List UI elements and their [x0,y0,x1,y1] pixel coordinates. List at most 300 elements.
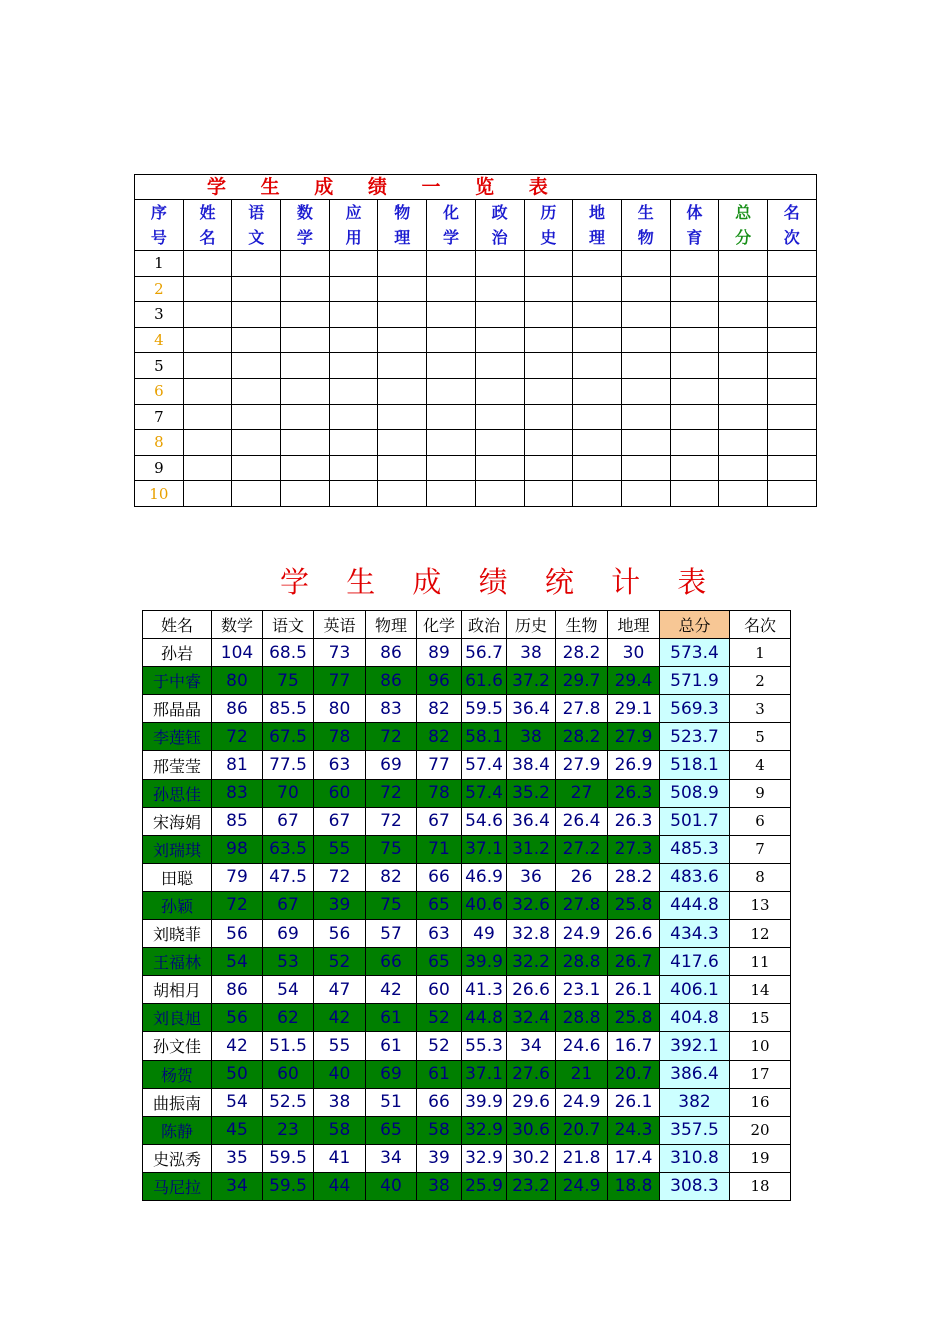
header-char: 理 [589,228,606,247]
empty-cell [719,327,768,353]
empty-cell [281,327,330,353]
header-char: 序 [150,203,167,222]
subject-score: 61 [366,1004,417,1032]
subject-score: 28.8 [556,1004,608,1032]
table1-header-cell [475,200,524,251]
empty-cell [573,251,622,277]
row-number: 4 [135,327,184,353]
table-row [143,723,791,751]
table2-header-cell: 地理 [608,611,660,639]
empty-cell [670,327,719,353]
subject-score: 24.3 [608,1116,660,1144]
subject-score: 69 [263,920,314,948]
table-row [143,1060,791,1088]
rank: 10 [730,1032,791,1060]
student-name: 刘良旭 [143,1004,212,1032]
subject-score: 75 [263,667,314,695]
table1-header-cell [427,200,476,251]
subject-score: 72 [212,723,263,751]
subject-score: 37.1 [462,835,507,863]
empty-cell [183,455,232,481]
table-row [135,455,817,481]
empty-cell [621,481,670,507]
subject-score: 26.9 [608,751,660,779]
subject-score: 38.4 [507,751,556,779]
empty-cell [767,404,816,430]
rank: 7 [730,835,791,863]
total-score: 483.6 [660,863,730,891]
subject-score: 47 [314,976,366,1004]
table2-header-cell: 名次 [730,611,791,639]
empty-cell [281,404,330,430]
subject-score: 27.9 [608,723,660,751]
subject-score: 68.5 [263,639,314,667]
rank: 13 [730,891,791,919]
table-row [143,807,791,835]
empty-cell [573,481,622,507]
empty-cell [621,353,670,379]
table2-header-cell: 英语 [314,611,366,639]
subject-score: 72 [366,779,417,807]
empty-cell [475,302,524,328]
empty-cell [670,353,719,379]
empty-cell [232,302,281,328]
table1-header-cell [329,200,378,251]
empty-cell [281,481,330,507]
header-char: 物 [637,228,654,247]
empty-cell [621,455,670,481]
empty-cell [621,276,670,302]
total-score: 508.9 [660,779,730,807]
total-score: 569.3 [660,695,730,723]
empty-cell [719,378,768,404]
subject-score: 18.8 [608,1172,660,1200]
subject-score: 40 [366,1172,417,1200]
empty-cell [573,455,622,481]
subject-score: 67 [263,891,314,919]
subject-score: 81 [212,751,263,779]
empty-cell [719,276,768,302]
header-char: 分 [735,228,752,247]
empty-cell [427,353,476,379]
subject-score: 61 [366,1032,417,1060]
subject-score: 28.8 [556,948,608,976]
subject-score: 79 [212,863,263,891]
subject-score: 25.8 [608,891,660,919]
subject-score: 17.4 [608,1144,660,1172]
subject-score: 30.2 [507,1144,556,1172]
rank: 20 [730,1116,791,1144]
subject-score: 69 [366,1060,417,1088]
header-char: 文 [248,228,265,247]
total-score: 417.6 [660,948,730,976]
subject-score: 52 [417,1004,462,1032]
row-number: 6 [135,378,184,404]
subject-score: 52 [314,948,366,976]
subject-score: 34 [212,1172,263,1200]
header-char: 次 [783,228,800,247]
empty-cell [329,455,378,481]
table1-header-cell [232,200,281,251]
student-name: 陈静 [143,1116,212,1144]
empty-cell [719,251,768,277]
empty-cell [475,353,524,379]
subject-score: 36.4 [507,695,556,723]
subject-score: 49 [462,920,507,948]
total-score: 308.3 [660,1172,730,1200]
subject-score: 29.4 [608,667,660,695]
empty-cell [524,455,573,481]
subject-score: 75 [366,835,417,863]
subject-score: 26.3 [608,779,660,807]
table2-header-cell: 姓名 [143,611,212,639]
rank: 19 [730,1144,791,1172]
empty-cell [475,455,524,481]
header-char: 地 [589,203,606,222]
subject-score: 39.9 [462,948,507,976]
student-name: 李莲钰 [143,723,212,751]
empty-cell [621,327,670,353]
rank: 8 [730,863,791,891]
subject-score: 24.9 [556,920,608,948]
rank: 1 [730,639,791,667]
empty-cell [573,404,622,430]
subject-score: 66 [417,1088,462,1116]
subject-score: 54 [212,948,263,976]
table-row [143,1088,791,1116]
subject-score: 60 [314,779,366,807]
empty-cell [183,302,232,328]
subject-score: 51.5 [263,1032,314,1060]
table-row [143,891,791,919]
header-char: 名 [199,228,216,247]
student-name: 邢莹莹 [143,751,212,779]
header-char: 治 [491,228,508,247]
table-row [143,976,791,1004]
empty-cell [281,251,330,277]
subject-score: 62 [263,1004,314,1032]
empty-cell [719,302,768,328]
table-row [135,430,817,456]
row-number: 7 [135,404,184,430]
rank: 16 [730,1088,791,1116]
subject-score: 55 [314,1032,366,1060]
subject-score: 27.2 [556,835,608,863]
subject-score: 71 [417,835,462,863]
subject-score: 32.9 [462,1144,507,1172]
header-char: 学 [442,228,459,247]
subject-score: 29.1 [608,695,660,723]
table-row [135,481,817,507]
subject-score: 39 [314,891,366,919]
total-score: 392.1 [660,1032,730,1060]
subject-score: 54.6 [462,807,507,835]
student-name: 孙颖 [143,891,212,919]
subject-score: 78 [314,723,366,751]
subject-score: 26.1 [608,1088,660,1116]
header-char: 语 [248,203,265,222]
empty-cell [475,481,524,507]
subject-score: 78 [417,779,462,807]
subject-score: 25.8 [608,1004,660,1032]
empty-cell [670,302,719,328]
subject-score: 86 [212,976,263,1004]
subject-score: 85.5 [263,695,314,723]
table1-header-cell [378,200,427,251]
table-row [143,667,791,695]
rank: 3 [730,695,791,723]
student-name: 孙思佳 [143,779,212,807]
total-score: 357.5 [660,1116,730,1144]
empty-cell [378,302,427,328]
empty-cell [183,276,232,302]
subject-score: 31.2 [507,835,556,863]
table1-title: 学 生 成 绩 一 览 表 [207,176,562,198]
empty-cell [427,251,476,277]
subject-score: 32.9 [462,1116,507,1144]
subject-score: 56.7 [462,639,507,667]
subject-score: 36.4 [507,807,556,835]
subject-score: 47.5 [263,863,314,891]
rank: 4 [730,751,791,779]
rank: 6 [730,807,791,835]
empty-cell [329,251,378,277]
empty-cell [281,378,330,404]
subject-score: 67 [417,807,462,835]
empty-cell [427,302,476,328]
table1-header-cell [621,200,670,251]
table-row [135,302,817,328]
empty-cell [378,430,427,456]
header-char: 名 [783,203,800,222]
subject-score: 85 [212,807,263,835]
header-char: 号 [150,228,167,247]
subject-score: 82 [417,695,462,723]
subject-score: 63 [417,920,462,948]
subject-score: 50 [212,1060,263,1088]
header-char: 用 [345,228,362,247]
student-name: 孙文佳 [143,1032,212,1060]
total-score: 310.8 [660,1144,730,1172]
empty-cell [475,378,524,404]
table-row [143,695,791,723]
subject-score: 72 [212,891,263,919]
score-statistics-table [142,610,791,1201]
total-score: 404.8 [660,1004,730,1032]
subject-score: 38 [314,1088,366,1116]
empty-cell [232,353,281,379]
table-row [135,276,817,302]
empty-cell [573,353,622,379]
empty-cell [232,481,281,507]
student-name: 杨贺 [143,1060,212,1088]
subject-score: 27.8 [556,891,608,919]
subject-score: 30 [608,639,660,667]
subject-score: 83 [366,695,417,723]
subject-score: 86 [366,667,417,695]
row-number: 9 [135,455,184,481]
subject-score: 41 [314,1144,366,1172]
row-number: 8 [135,430,184,456]
empty-cell [329,378,378,404]
table2-header-row [143,611,791,639]
subject-score: 44.8 [462,1004,507,1032]
empty-cell [573,302,622,328]
subject-score: 80 [314,695,366,723]
subject-score: 38 [507,639,556,667]
empty-cell [183,430,232,456]
student-name: 邢晶晶 [143,695,212,723]
subject-score: 38 [417,1172,462,1200]
subject-score: 58 [314,1116,366,1144]
subject-score: 39 [417,1144,462,1172]
subject-score: 63.5 [263,835,314,863]
subject-score: 32.2 [507,948,556,976]
table1-header-cell [524,200,573,251]
table1-header-cell [670,200,719,251]
empty-cell [524,327,573,353]
table1-header-row [135,200,817,251]
header-char: 育 [686,228,703,247]
empty-cell [573,276,622,302]
subject-score: 59.5 [263,1172,314,1200]
empty-cell [329,404,378,430]
score-overview-table [134,174,817,507]
subject-score: 98 [212,835,263,863]
empty-cell [719,455,768,481]
empty-cell [621,430,670,456]
subject-score: 40.6 [462,891,507,919]
header-char: 物 [394,203,411,222]
student-name: 田聪 [143,863,212,891]
row-number: 2 [135,276,184,302]
empty-cell [329,430,378,456]
empty-cell [767,251,816,277]
total-score: 573.4 [660,639,730,667]
empty-cell [524,276,573,302]
table-row [143,751,791,779]
subject-score: 28.2 [556,723,608,751]
empty-cell [524,302,573,328]
empty-cell [183,481,232,507]
subject-score: 75 [366,891,417,919]
subject-score: 104 [212,639,263,667]
subject-score: 82 [417,723,462,751]
empty-cell [475,430,524,456]
total-score: 406.1 [660,976,730,1004]
empty-cell [183,404,232,430]
table2-header-cell: 物理 [366,611,417,639]
empty-cell [573,327,622,353]
empty-cell [183,251,232,277]
rank: 2 [730,667,791,695]
empty-cell [670,455,719,481]
subject-score: 65 [417,891,462,919]
total-score: 518.1 [660,751,730,779]
subject-score: 67.5 [263,723,314,751]
empty-cell [329,327,378,353]
subject-score: 77 [417,751,462,779]
table-row [135,404,817,430]
empty-cell [475,327,524,353]
subject-score: 60 [263,1060,314,1088]
empty-cell [670,276,719,302]
subject-score: 69 [366,751,417,779]
table-row [135,251,817,277]
table2-header-cell: 总分 [660,611,730,639]
empty-cell [621,251,670,277]
empty-cell [524,378,573,404]
empty-cell [378,378,427,404]
subject-score: 42 [212,1032,263,1060]
row-number: 3 [135,302,184,328]
header-char: 史 [540,228,557,247]
student-name: 宋海娟 [143,807,212,835]
table-row [143,779,791,807]
header-char: 政 [491,203,508,222]
subject-score: 72 [366,807,417,835]
empty-cell [621,404,670,430]
table1-header-cell [767,200,816,251]
empty-cell [767,481,816,507]
subject-score: 59.5 [263,1144,314,1172]
table-row [135,378,817,404]
subject-score: 26.6 [507,976,556,1004]
empty-cell [427,404,476,430]
subject-score: 24.6 [556,1032,608,1060]
subject-score: 20.7 [556,1116,608,1144]
empty-cell [281,455,330,481]
subject-score: 23.1 [556,976,608,1004]
subject-score: 23.2 [507,1172,556,1200]
empty-cell [767,378,816,404]
subject-score: 66 [366,948,417,976]
empty-cell [427,327,476,353]
table2-title: 学 生 成 绩 统 计 表 [280,565,721,599]
subject-score: 57 [366,920,417,948]
subject-score: 59.5 [462,695,507,723]
header-char: 总 [735,203,752,222]
subject-score: 63 [314,751,366,779]
subject-score: 35.2 [507,779,556,807]
empty-cell [232,276,281,302]
empty-cell [232,430,281,456]
empty-cell [719,353,768,379]
student-name: 于中睿 [143,667,212,695]
table2-header-cell: 数学 [212,611,263,639]
subject-score: 77.5 [263,751,314,779]
total-score: 485.3 [660,835,730,863]
table1-header-cell [135,200,184,251]
table-row [143,920,791,948]
subject-score: 80 [212,667,263,695]
subject-score: 23 [263,1116,314,1144]
empty-cell [329,481,378,507]
total-score: 434.3 [660,920,730,948]
subject-score: 27.8 [556,695,608,723]
student-name: 马尼拉 [143,1172,212,1200]
subject-score: 26.4 [556,807,608,835]
empty-cell [183,353,232,379]
empty-cell [767,430,816,456]
empty-cell [232,378,281,404]
subject-score: 52 [417,1032,462,1060]
subject-score: 29.7 [556,667,608,695]
subject-score: 66 [417,863,462,891]
empty-cell [767,302,816,328]
empty-cell [670,481,719,507]
subject-score: 28.2 [556,639,608,667]
